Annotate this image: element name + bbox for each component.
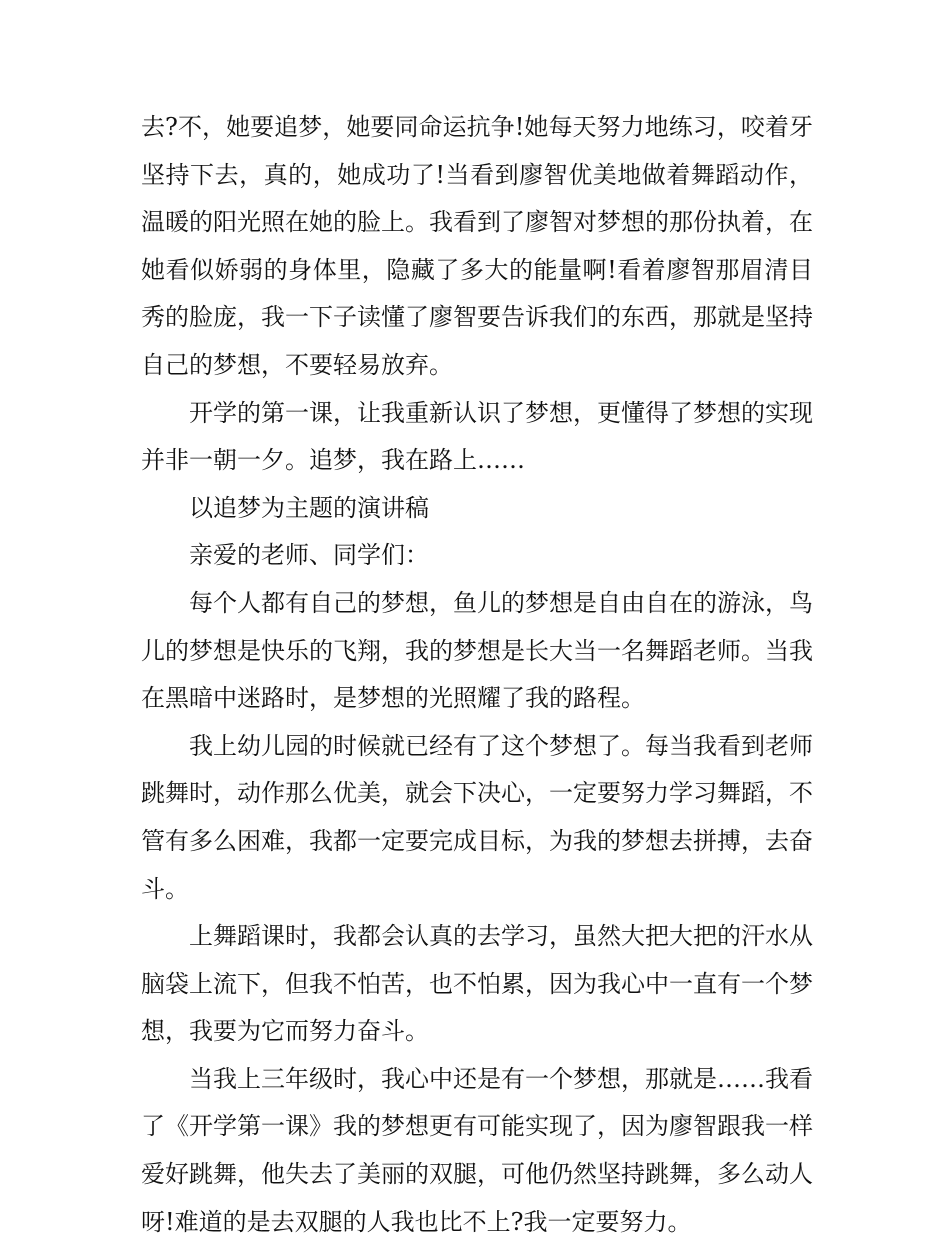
speech-title: 以追梦为主题的演讲稿 <box>189 493 429 522</box>
paragraph-continuation: 去?不，她要追梦，她要同命运抗争!她每天努力地练习，咬着牙坚持下去，真的，她成功了!当看到廖智优美地做着舞蹈动作，温暖的阳光照在她的脸上。我看到了廖智对梦想的那份执着，在她看似娇弱的身体里，隐藏了多大的能量啊!看着廖智那眉清目秀的脸庞，我一下子读懂了廖智要告诉我们的东西，那就是坚持自己的梦想，不要轻易放弃。 <box>141 113 813 379</box>
paragraph: 每个人都有自己的梦想，鱼儿的梦想是自由自在的游泳，鸟儿的梦想是快乐的飞翔，我的梦想是长大当一名舞蹈老师。当我在黑暗中迷路时，是梦想的光照耀了我的路程。 <box>141 588 813 713</box>
paragraph: 当我上三年级时，我心中还是有一个梦想，那就是……我看了《开学第一课》我的梦想更有可能实现了，因为廖智跟我一样爱好跳舞，他失去了美丽的双腿，可他仍然坚持跳舞，多么动人呀!难道的是去双腿的人我也比不上?我一定要努力。 <box>141 1064 813 1236</box>
paragraph: 开学的第一课，让我重新认识了梦想，更懂得了梦想的实现并非一朝一夕。追梦，我在路上…… <box>141 398 813 475</box>
paragraph: 上舞蹈课时，我都会认真的去学习，虽然大把大把的汗水从脑袋上流下，但我不怕苦，也不怕累，因为我心中一直有一个梦想，我要为它而努力奋斗。 <box>141 922 813 1046</box>
paragraph: 我上幼儿园的时候就已经有了这个梦想了。每当我看到老师跳舞时，动作那么优美，就会下决心，一定要努力学习舞蹈，不管有多么困难，我都一定要完成目标，为我的梦想去拼搏，去奋斗。 <box>141 731 813 903</box>
salutation: 亲爱的老师、同学们： <box>189 541 429 570</box>
document-body <box>141 104 813 1246</box>
